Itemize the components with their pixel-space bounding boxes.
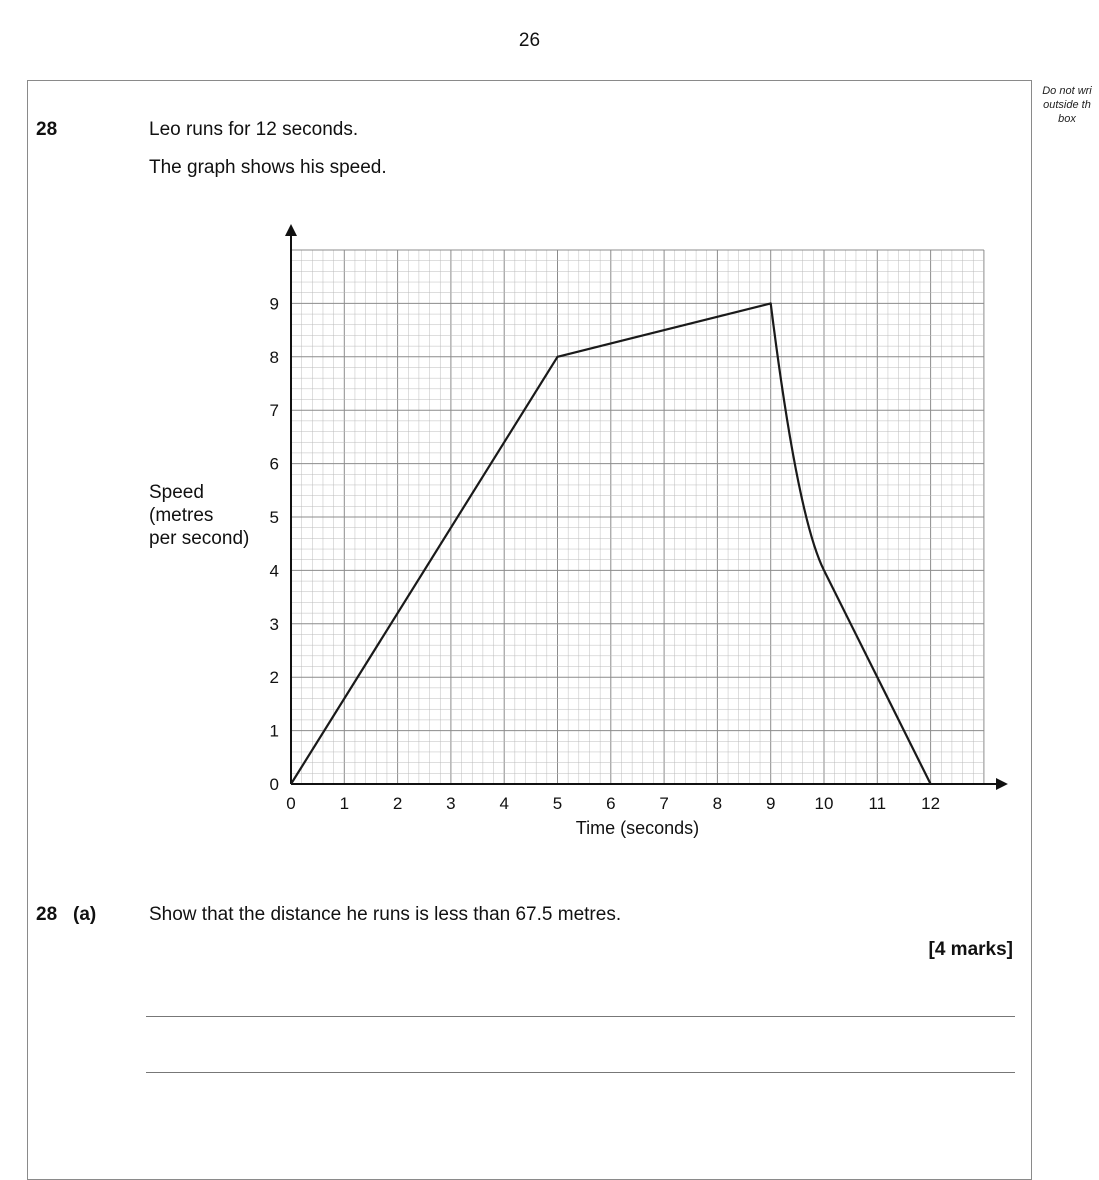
margin-note-line: Do not wri [1042,85,1092,97]
svg-text:8: 8 [269,347,279,367]
page-number: 26 [518,30,541,51]
speed-time-graph [231,216,1031,856]
svg-text:2: 2 [269,668,279,688]
marks-label: [4 marks] [928,939,1013,960]
part-text: Show that the distance he runs is less than 67.5 metres. [149,904,622,925]
svg-text:12: 12 [921,794,941,813]
svg-text:9: 9 [765,794,776,813]
svg-text:0: 0 [286,794,296,813]
svg-text:4: 4 [499,794,509,813]
question-number: 28 [36,119,58,140]
part-question-number: 28 [36,904,58,925]
question-intro-line1: Leo runs for 12 seconds. [149,119,359,140]
question-intro-line2: The graph shows his speed. [149,157,387,178]
question-box [27,80,1032,1180]
y-axis-label-line: (metres [149,505,214,526]
answer-line [146,1072,1015,1073]
svg-text:5: 5 [269,508,279,527]
svg-text:11: 11 [868,794,887,813]
svg-text:3: 3 [269,614,279,634]
margin-note [1036,84,1098,126]
svg-text:9: 9 [269,294,279,314]
y-axis-label-line: per second) [149,528,250,549]
part-label: (a) [73,904,97,925]
svg-text:5: 5 [552,794,563,813]
answer-line [146,1016,1015,1017]
margin-note-line: box [1058,113,1076,125]
svg-text:1: 1 [269,721,279,741]
margin-note-line: outside th [1043,99,1091,111]
svg-text:2: 2 [392,794,403,813]
svg-text:3: 3 [446,794,456,813]
svg-text:7: 7 [269,401,279,421]
svg-text:4: 4 [269,561,279,581]
y-axis-label-line: Speed [149,482,204,503]
svg-text:0: 0 [269,775,279,794]
svg-text:10: 10 [814,794,834,813]
svg-text:Time (seconds): Time (seconds) [575,818,700,838]
svg-text:8: 8 [712,794,723,813]
svg-text:6: 6 [606,794,616,813]
svg-text:6: 6 [269,454,279,474]
svg-text:1: 1 [339,794,350,813]
svg-text:7: 7 [659,794,669,813]
